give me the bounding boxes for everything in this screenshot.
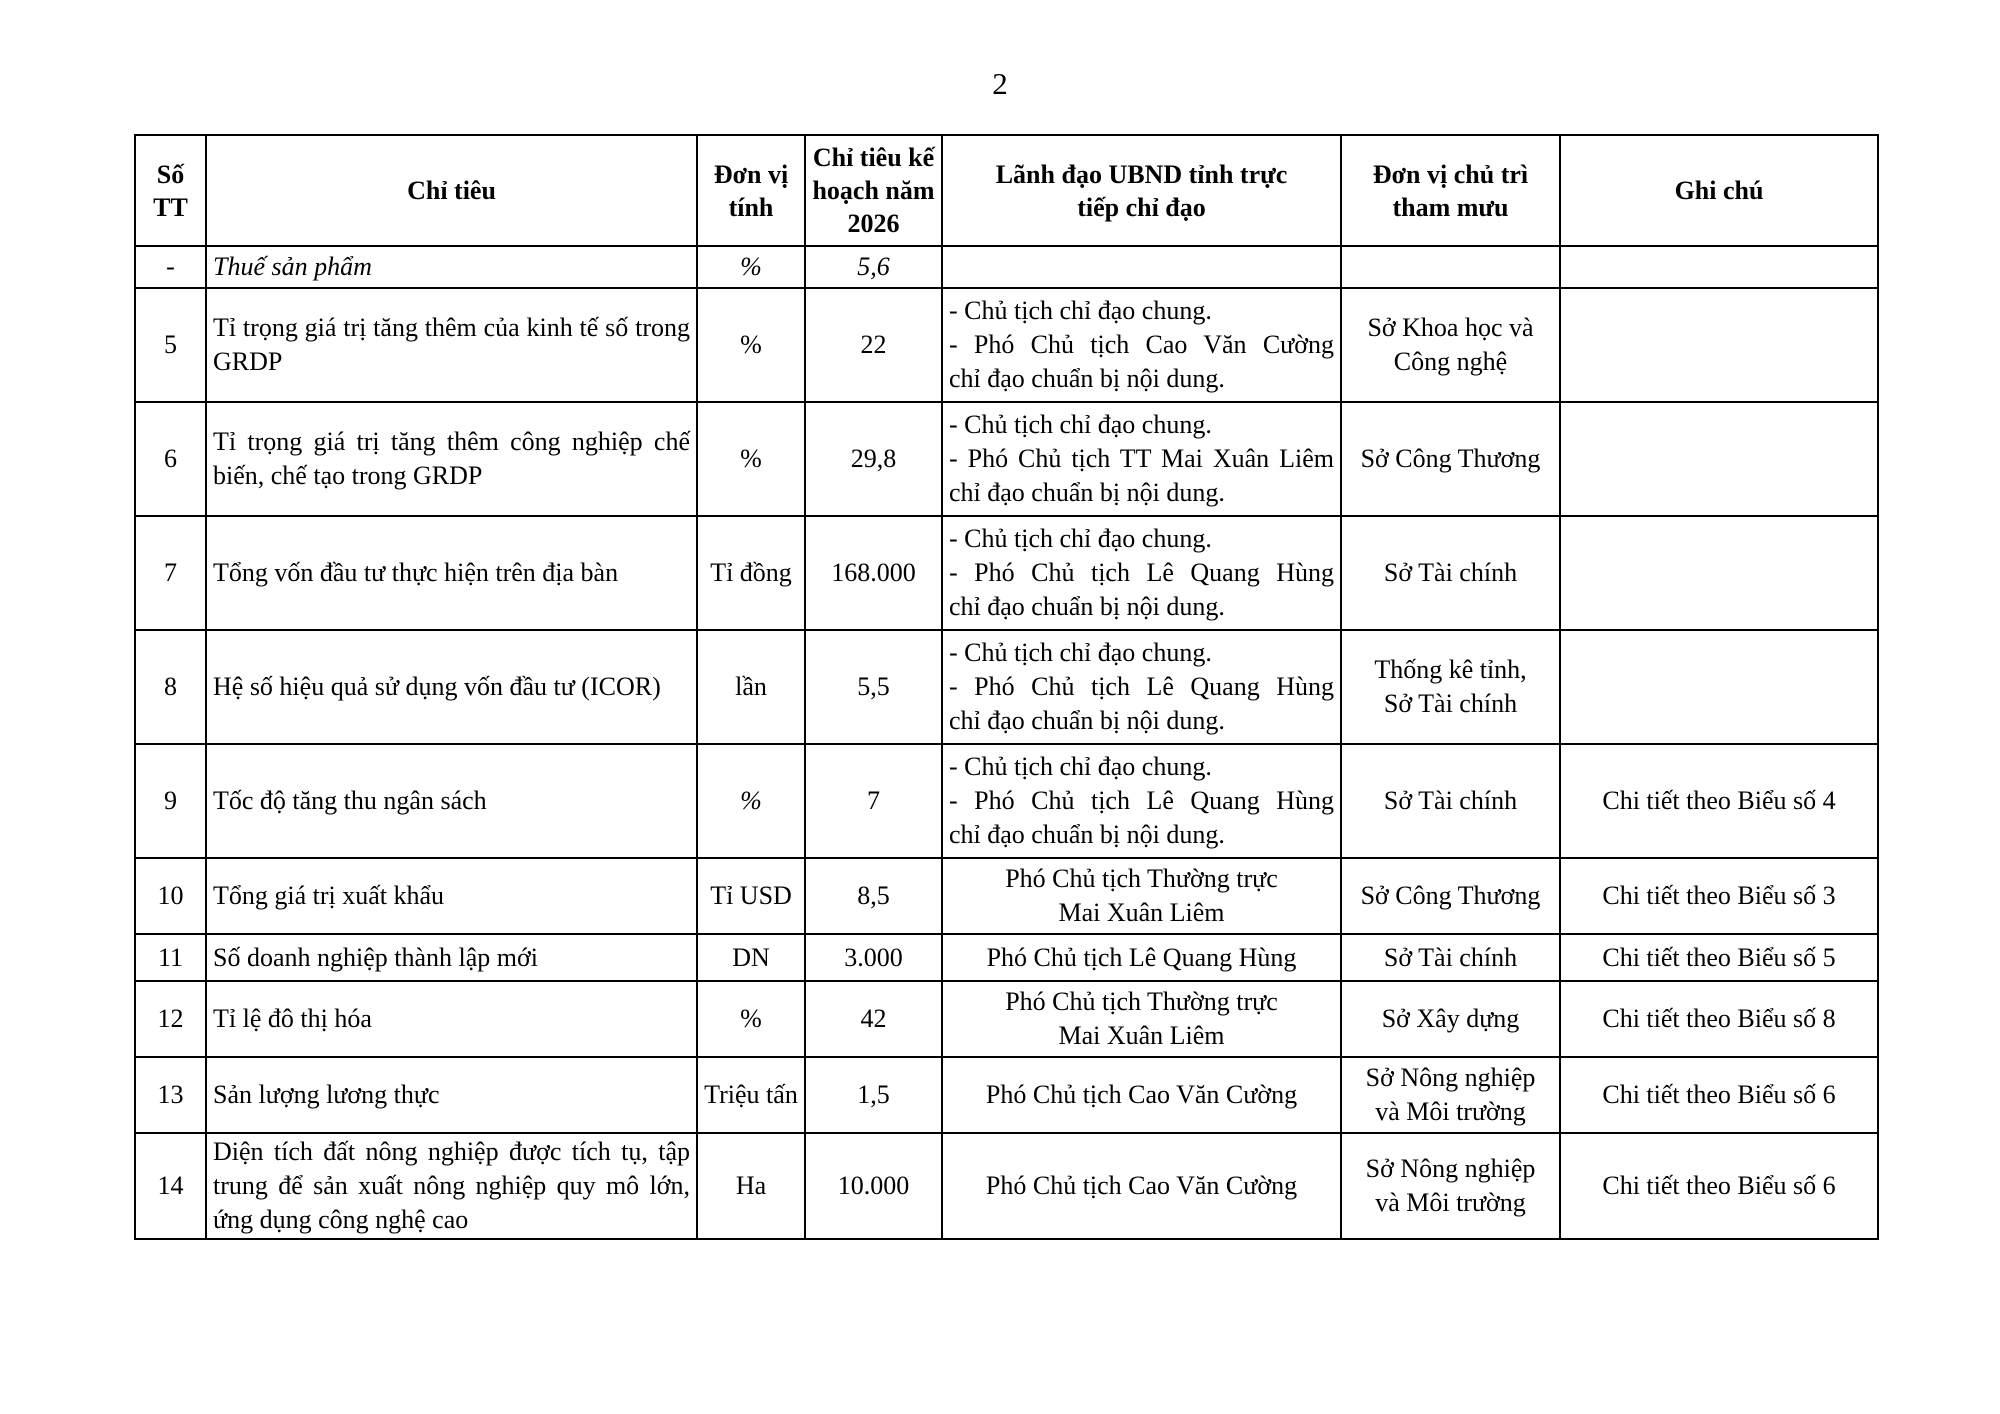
cell-ghi-chu <box>1560 288 1878 402</box>
lanh-dao-line: chỉ đạo chuẩn bị nội dung. <box>949 820 1225 849</box>
cell-chi-tieu: Hệ số hiệu quả sử dụng vốn đầu tư (ICOR) <box>206 630 697 744</box>
table-row <box>135 934 1878 981</box>
lanh-dao-line: chỉ đạo chuẩn bị nội dung. <box>949 706 1225 735</box>
table-row <box>135 981 1878 1057</box>
cell-stt: 5 <box>135 288 206 402</box>
table-row <box>135 402 1878 516</box>
cell-ke-hoach: 1,5 <box>805 1057 942 1133</box>
chu-tri-line: Công nghệ <box>1393 347 1508 376</box>
cell-don-vi: % <box>697 246 805 288</box>
cell-ke-hoach: 5,5 <box>805 630 942 744</box>
cell-don-vi: Tỉ USD <box>697 858 805 934</box>
cell-stt: 9 <box>135 744 206 858</box>
lanh-dao-line: Mai Xuân Liêm <box>1058 898 1225 927</box>
lanh-dao-line: - Chủ tịch chỉ đạo chung. <box>949 410 1212 439</box>
table-row <box>135 1057 1878 1133</box>
lanh-dao-line: - Chủ tịch chỉ đạo chung. <box>949 296 1212 325</box>
chu-tri-line: Sở Nông nghiệp <box>1365 1154 1536 1183</box>
cell-chi-tieu: Tổng giá trị xuất khẩu <box>206 858 697 934</box>
table-row <box>135 858 1878 934</box>
cell-stt: - <box>135 246 206 288</box>
page-number: 2 <box>992 66 1008 101</box>
lanh-dao-line: - Phó Chủ tịch Lê Quang Hùng <box>949 558 1334 587</box>
lanh-dao-line: chỉ đạo chuẩn bị nội dung. <box>949 478 1225 507</box>
header-chu-tri: Đơn vị chủ trì tham mưu <box>1341 135 1560 246</box>
cell-lanh-dao: Phó Chủ tịch Cao Văn Cường <box>942 1133 1341 1239</box>
cell-chi-tieu: Tỉ trọng giá trị tăng thêm của kinh tế số trong GRDP <box>206 288 697 402</box>
chu-tri-line: Sở Nông nghiệp <box>1365 1063 1536 1092</box>
cell-chu-tri: Sở Tài chính <box>1341 934 1560 981</box>
lanh-dao-line: - Phó Chủ tịch Lê Quang Hùng <box>949 786 1334 815</box>
cell-ke-hoach: 42 <box>805 981 942 1057</box>
cell-ke-hoach: 7 <box>805 744 942 858</box>
cell-chu-tri: Sở Tài chính <box>1341 516 1560 630</box>
cell-lanh-dao <box>942 246 1341 288</box>
cell-chu-tri <box>1341 1133 1560 1239</box>
cell-don-vi: Triệu tấn <box>697 1057 805 1133</box>
lanh-dao-line: - Chủ tịch chỉ đạo chung. <box>949 752 1212 781</box>
cell-ghi-chu <box>1560 630 1878 744</box>
table-row <box>135 246 1878 288</box>
lanh-dao-line: Phó Chủ tịch Thường trực <box>1005 987 1278 1016</box>
cell-chu-tri: Sở Tài chính <box>1341 744 1560 858</box>
header-chi-tieu: Chỉ tiêu <box>206 135 697 246</box>
cell-ke-hoach: 5,6 <box>805 246 942 288</box>
lanh-dao-line: - Chủ tịch chỉ đạo chung. <box>949 638 1212 667</box>
chu-tri-line: và Môi trường <box>1375 1097 1526 1126</box>
header-row <box>135 135 1878 246</box>
cell-chi-tieu: Tốc độ tăng thu ngân sách <box>206 744 697 858</box>
cell-ghi-chu: Chi tiết theo Biểu số 3 <box>1560 858 1878 934</box>
cell-don-vi: Tỉ đồng <box>697 516 805 630</box>
cell-ke-hoach: 8,5 <box>805 858 942 934</box>
header-ghi-chu: Ghi chú <box>1560 135 1878 246</box>
cell-lanh-dao: Phó Chủ tịch Cao Văn Cường <box>942 1057 1341 1133</box>
cell-chu-tri <box>1341 1057 1560 1133</box>
cell-ghi-chu <box>1560 516 1878 630</box>
cell-lanh-dao <box>942 402 1341 516</box>
cell-don-vi: lần <box>697 630 805 744</box>
cell-ke-hoach: 3.000 <box>805 934 942 981</box>
table-row <box>135 744 1878 858</box>
cell-ghi-chu: Chi tiết theo Biểu số 6 <box>1560 1133 1878 1239</box>
cell-chi-tieu: Tỉ trọng giá trị tăng thêm công nghiệp chế biến, chế tạo trong GRDP <box>206 402 697 516</box>
cell-don-vi: % <box>697 744 805 858</box>
chu-tri-line: Sở Khoa học và <box>1367 313 1534 342</box>
lanh-dao-line: - Chủ tịch chỉ đạo chung. <box>949 524 1212 553</box>
cell-don-vi: DN <box>697 934 805 981</box>
cell-ke-hoach: 22 <box>805 288 942 402</box>
cell-lanh-dao <box>942 288 1341 402</box>
cell-ghi-chu: Chi tiết theo Biểu số 6 <box>1560 1057 1878 1133</box>
cell-chi-tieu: Sản lượng lương thực <box>206 1057 697 1133</box>
lanh-dao-line: chỉ đạo chuẩn bị nội dung. <box>949 592 1225 621</box>
cell-chi-tieu: Tỉ lệ đô thị hóa <box>206 981 697 1057</box>
cell-ghi-chu <box>1560 246 1878 288</box>
table-row <box>135 288 1878 402</box>
cell-lanh-dao: Phó Chủ tịch Lê Quang Hùng <box>942 934 1341 981</box>
table-row <box>135 630 1878 744</box>
cell-chi-tieu: Thuế sản phẩm <box>206 246 697 288</box>
cell-stt: 11 <box>135 934 206 981</box>
table-row <box>135 1133 1878 1239</box>
cell-stt: 7 <box>135 516 206 630</box>
indicator-table <box>134 134 1879 1240</box>
chu-tri-line: Sở Tài chính <box>1383 689 1518 718</box>
cell-ke-hoach: 10.000 <box>805 1133 942 1239</box>
cell-lanh-dao <box>942 630 1341 744</box>
cell-chu-tri: Sở Xây dựng <box>1341 981 1560 1057</box>
cell-stt: 10 <box>135 858 206 934</box>
chu-tri-line: và Môi trường <box>1375 1188 1526 1217</box>
cell-ghi-chu: Chi tiết theo Biểu số 5 <box>1560 934 1878 981</box>
cell-stt: 14 <box>135 1133 206 1239</box>
lanh-dao-line: - Phó Chủ tịch TT Mai Xuân Liêm <box>949 444 1334 473</box>
cell-chi-tieu: Số doanh nghiệp thành lập mới <box>206 934 697 981</box>
cell-lanh-dao <box>942 858 1341 934</box>
cell-lanh-dao <box>942 981 1341 1057</box>
cell-stt: 13 <box>135 1057 206 1133</box>
cell-ke-hoach: 168.000 <box>805 516 942 630</box>
lanh-dao-line: Mai Xuân Liêm <box>1058 1021 1225 1050</box>
cell-chi-tieu: Tổng vốn đầu tư thực hiện trên địa bàn <box>206 516 697 630</box>
header-ke-hoach: Chỉ tiêu kế hoạch năm 2026 <box>805 135 942 246</box>
cell-chu-tri <box>1341 288 1560 402</box>
cell-stt: 8 <box>135 630 206 744</box>
cell-don-vi: % <box>697 402 805 516</box>
cell-lanh-dao <box>942 744 1341 858</box>
cell-chu-tri: Sở Công Thương <box>1341 858 1560 934</box>
header-don-vi: Đơn vị tính <box>697 135 805 246</box>
header-lanh-dao: Lãnh đạo UBND tỉnh trực tiếp chỉ đạo <box>942 135 1341 246</box>
cell-ghi-chu: Chi tiết theo Biểu số 8 <box>1560 981 1878 1057</box>
header-stt: Số TT <box>135 135 206 246</box>
lanh-dao-line: chỉ đạo chuẩn bị nội dung. <box>949 364 1225 393</box>
cell-ghi-chu <box>1560 402 1878 516</box>
cell-chu-tri: Sở Công Thương <box>1341 402 1560 516</box>
lanh-dao-line: Phó Chủ tịch Thường trực <box>1005 864 1278 893</box>
cell-stt: 12 <box>135 981 206 1057</box>
lanh-dao-line: - Phó Chủ tịch Cao Văn Cường <box>949 330 1334 359</box>
cell-ke-hoach: 29,8 <box>805 402 942 516</box>
cell-stt: 6 <box>135 402 206 516</box>
cell-don-vi: Ha <box>697 1133 805 1239</box>
cell-don-vi: % <box>697 981 805 1057</box>
cell-chu-tri <box>1341 246 1560 288</box>
chu-tri-line: Thống kê tỉnh, <box>1374 655 1527 684</box>
cell-chi-tieu: Diện tích đất nông nghiệp được tích tụ, tập trung để sản xuất nông nghiệp quy mô lớn, ứng dụng công nghệ cao <box>206 1133 697 1239</box>
cell-ghi-chu: Chi tiết theo Biểu số 4 <box>1560 744 1878 858</box>
cell-chu-tri <box>1341 630 1560 744</box>
table-row <box>135 516 1878 630</box>
cell-don-vi: % <box>697 288 805 402</box>
cell-lanh-dao <box>942 516 1341 630</box>
lanh-dao-line: - Phó Chủ tịch Lê Quang Hùng <box>949 672 1334 701</box>
